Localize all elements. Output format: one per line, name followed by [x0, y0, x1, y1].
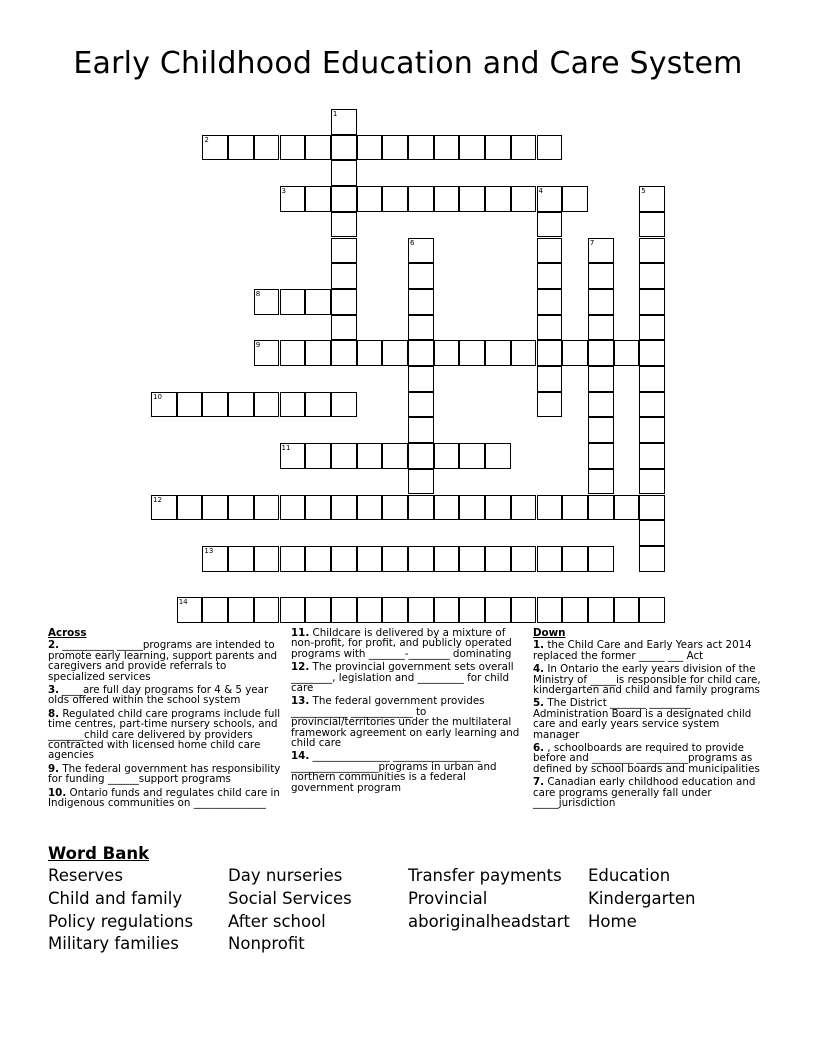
clue-number-label: 14: [178, 598, 188, 607]
grid-cell[interactable]: [537, 135, 563, 161]
grid-cell[interactable]: [382, 495, 408, 521]
grid-cell[interactable]: [485, 443, 511, 469]
grid-cell[interactable]: [408, 546, 434, 572]
grid-cell[interactable]: [459, 495, 485, 521]
grid-cell[interactable]: [639, 597, 665, 623]
clue-text: The federal government has responsibility for funding ______support programs: [48, 762, 281, 786]
grid-cell[interactable]: [305, 340, 331, 366]
grid-cell[interactable]: [588, 597, 614, 623]
grid-cell[interactable]: [639, 520, 665, 546]
clue-number: 8.: [48, 707, 60, 720]
grid-cell[interactable]: [537, 315, 563, 341]
word-bank-title: Word Bank: [48, 844, 150, 863]
grid-cell[interactable]: [331, 109, 357, 135]
word-bank-item: Education: [588, 866, 671, 885]
grid-cell[interactable]: [639, 289, 665, 315]
grid-cell[interactable]: [639, 212, 665, 238]
grid-cell[interactable]: [537, 597, 563, 623]
clue-number-label: 3: [281, 187, 286, 196]
grid-cell[interactable]: [357, 443, 383, 469]
grid-cell[interactable]: [228, 597, 254, 623]
grid-cell[interactable]: [408, 417, 434, 443]
grid-cell[interactable]: [331, 495, 357, 521]
down-clue: [533, 664, 761, 695]
clue-number-label: 7: [589, 238, 595, 247]
clue-number: 2.: [48, 639, 60, 652]
grid-cell[interactable]: [280, 392, 306, 418]
clue-number-label: 6: [410, 238, 415, 247]
grid-cell[interactable]: [331, 212, 357, 238]
grid-cell[interactable]: [408, 366, 434, 392]
clue-number: 9.: [48, 762, 60, 775]
grid-cell[interactable]: [537, 546, 563, 572]
grid-cell[interactable]: [588, 366, 614, 392]
grid-cell[interactable]: [382, 597, 408, 623]
grid-cell[interactable]: [511, 597, 537, 623]
grid-cell[interactable]: [202, 392, 228, 418]
word-bank-item: Military families: [48, 934, 179, 954]
grid-cell[interactable]: [639, 366, 665, 392]
grid-cell[interactable]: [459, 597, 485, 623]
grid-cell[interactable]: [177, 597, 203, 623]
clue-text: ____are full day programs for 4 & 5 year olds offered within the school system: [48, 684, 269, 707]
clue-number: 14.: [291, 750, 310, 763]
grid-cell[interactable]: [537, 238, 563, 264]
grid-cell[interactable]: [485, 495, 511, 521]
grid-cell[interactable]: [408, 597, 434, 623]
grid-cell[interactable]: [639, 263, 665, 289]
grid-cell[interactable]: [459, 546, 485, 572]
grid-cell[interactable]: [639, 340, 665, 366]
grid-cell[interactable]: [537, 289, 563, 315]
grid-cell[interactable]: [588, 238, 614, 264]
grid-cell[interactable]: [228, 392, 254, 418]
grid-cell[interactable]: [357, 186, 383, 212]
grid-cell[interactable]: [357, 135, 383, 161]
clue-number-label: 5: [641, 187, 646, 196]
grid-cell[interactable]: [434, 340, 460, 366]
grid-cell[interactable]: [280, 443, 306, 469]
grid-cell[interactable]: [408, 340, 434, 366]
grid-cell[interactable]: [434, 135, 460, 161]
grid-cell[interactable]: [614, 340, 640, 366]
grid-cell[interactable]: [331, 186, 357, 212]
clue-text: __________ _____programs are intended to promote early learning, support parents and caregivers and provide referrals to specialized services: [48, 639, 278, 683]
clue-text: The District _______ ________ Administration Board is a designated child care and early years service system manager: [533, 697, 752, 741]
down-heading: Down: [533, 627, 566, 639]
grid-cell[interactable]: [537, 186, 563, 212]
grid-cell[interactable]: [305, 443, 331, 469]
grid-cell[interactable]: [639, 238, 665, 264]
grid-cell[interactable]: [537, 366, 563, 392]
grid-cell[interactable]: [588, 340, 614, 366]
grid-cell[interactable]: [408, 469, 434, 495]
word-bank-item: aboriginalheadstart: [408, 911, 570, 931]
across-clue: [291, 696, 523, 748]
clue-text: the Child Care and Early Years act 2014 replaced the former _____ ___ Act: [533, 639, 752, 662]
word-bank-item: Transfer payments: [408, 866, 562, 885]
clue-text: In Ontario the early years division of the Ministry of _____is responsible for child care, kindergarten and child and family programs: [533, 663, 761, 697]
grid-cell[interactable]: [254, 289, 280, 315]
grid-cell[interactable]: [331, 160, 357, 186]
across-clue: [48, 788, 284, 809]
grid-cell[interactable]: [357, 546, 383, 572]
grid-cell[interactable]: [459, 340, 485, 366]
clue-number: 10.: [48, 786, 67, 799]
grid-cell[interactable]: [537, 340, 563, 366]
grid-cell[interactable]: [485, 340, 511, 366]
clue-number-label: 8: [255, 289, 261, 298]
grid-cell[interactable]: [639, 443, 665, 469]
grid-cell[interactable]: [485, 186, 511, 212]
grid-cell[interactable]: [639, 315, 665, 341]
clue-text: Canadian early childhood education and care programs generally fall under _____jurisdiction: [533, 776, 756, 810]
grid-cell[interactable]: [280, 135, 306, 161]
grid-cell[interactable]: [202, 495, 228, 521]
grid-cell[interactable]: [177, 495, 203, 521]
clue-number: 11.: [291, 627, 310, 639]
grid-cell[interactable]: [614, 495, 640, 521]
word-bank-item: Nonprofit: [228, 934, 305, 954]
word-bank-item: Provincial: [408, 888, 488, 908]
clue-number: 12.: [291, 661, 310, 674]
across-clue: [48, 640, 284, 682]
grid-cell[interactable]: [434, 546, 460, 572]
grid-cell[interactable]: [408, 392, 434, 418]
grid-cell[interactable]: [459, 135, 485, 161]
grid-cell[interactable]: [305, 495, 331, 521]
grid-cell[interactable]: [537, 212, 563, 238]
grid-cell[interactable]: [537, 263, 563, 289]
grid-cell[interactable]: [639, 392, 665, 418]
grid-cell[interactable]: [588, 417, 614, 443]
clue-text: Regulated child care programs include full time centres, part-time nursery schools, and _______child care delivered by providers contracted with licensed home child care agencies: [48, 707, 281, 762]
down-clues-column: [533, 628, 761, 812]
clue-number: 5.: [533, 697, 545, 710]
grid-cell[interactable]: [588, 546, 614, 572]
grid-cell[interactable]: [305, 597, 331, 623]
clue-text: Ontario funds and regulates child care in Indigenous communities on ______________: [48, 786, 280, 810]
grid-cell[interactable]: [305, 392, 331, 418]
word-bank-item: Kindergarten: [588, 888, 696, 908]
grid-cell[interactable]: [588, 315, 614, 341]
grid-cell[interactable]: [382, 135, 408, 161]
grid-cell[interactable]: [511, 546, 537, 572]
clue-number: 7.: [533, 776, 545, 789]
grid-cell[interactable]: [382, 340, 408, 366]
grid-cell[interactable]: [511, 135, 537, 161]
grid-cell[interactable]: [305, 546, 331, 572]
clue-text: , schoolboards are required to provide before and ________ __________programs as defined by school boards and municipalities: [533, 742, 760, 775]
down-clue: [533, 743, 761, 774]
grid-cell[interactable]: [485, 135, 511, 161]
grid-cell[interactable]: [434, 186, 460, 212]
grid-cell[interactable]: [537, 495, 563, 521]
grid-cell[interactable]: [408, 186, 434, 212]
grid-cell[interactable]: [511, 186, 537, 212]
grid-cell[interactable]: [639, 417, 665, 443]
word-bank-item: Policy regulations: [48, 911, 194, 931]
clue-number-label: 10: [153, 392, 162, 401]
grid-cell[interactable]: [254, 495, 280, 521]
grid-cell[interactable]: [459, 443, 485, 469]
across-clue: [48, 709, 284, 761]
clue-text: The federal government provides ___________ ____________ to provincial/territories under the multilateral framework agreement on early learning and child care: [291, 695, 520, 750]
grid-cell[interactable]: [254, 597, 280, 623]
grid-cell[interactable]: [434, 597, 460, 623]
grid-cell[interactable]: [254, 546, 280, 572]
grid-cell[interactable]: [408, 443, 434, 469]
clue-number-label: 4: [538, 187, 543, 196]
across-clue: [291, 628, 523, 659]
grid-cell[interactable]: [588, 469, 614, 495]
grid-cell[interactable]: [254, 340, 280, 366]
grid-cell[interactable]: [254, 392, 280, 418]
grid-cell[interactable]: [357, 340, 383, 366]
clue-number-label: 9: [255, 341, 261, 350]
grid-cell[interactable]: [305, 135, 331, 161]
grid-cell[interactable]: [331, 238, 357, 264]
clue-number-label: 1: [332, 110, 338, 118]
grid-cell[interactable]: [408, 238, 434, 264]
grid-cell[interactable]: [280, 340, 306, 366]
grid-cell[interactable]: [228, 495, 254, 521]
grid-cell[interactable]: [357, 495, 383, 521]
grid-cell[interactable]: [588, 392, 614, 418]
grid-cell[interactable]: [331, 263, 357, 289]
grid-cell[interactable]: [280, 289, 306, 315]
grid-cell[interactable]: [639, 495, 665, 521]
grid-cell[interactable]: [588, 263, 614, 289]
down-clue: [533, 640, 761, 661]
grid-cell[interactable]: [639, 546, 665, 572]
grid-cell[interactable]: [305, 289, 331, 315]
across-heading: Across: [48, 627, 87, 639]
grid-cell[interactable]: [151, 392, 177, 418]
grid-cell[interactable]: [202, 597, 228, 623]
grid-cell[interactable]: [434, 495, 460, 521]
grid-cell[interactable]: [588, 289, 614, 315]
word-bank-item: After school: [228, 911, 326, 931]
grid-cell[interactable]: [511, 495, 537, 521]
grid-cell[interactable]: [485, 546, 511, 572]
clue-number-label: 2: [204, 135, 209, 144]
clue-number-label: 12: [153, 495, 162, 504]
grid-cell[interactable]: [614, 597, 640, 623]
down-clue: [533, 698, 761, 740]
grid-cell[interactable]: [331, 597, 357, 623]
across-clues-column-2: [291, 628, 523, 796]
grid-cell[interactable]: [331, 443, 357, 469]
grid-cell[interactable]: [537, 392, 563, 418]
across-clue: [291, 751, 523, 793]
word-bank-item: Home: [588, 911, 637, 931]
grid-cell[interactable]: [280, 546, 306, 572]
grid-cell[interactable]: [408, 289, 434, 315]
grid-cell[interactable]: [202, 546, 228, 572]
grid-cell[interactable]: [280, 186, 306, 212]
grid-cell[interactable]: [331, 546, 357, 572]
grid-cell[interactable]: [485, 597, 511, 623]
word-bank-item: Reserves: [48, 866, 123, 885]
word-bank-item: Day nurseries: [228, 866, 343, 885]
across-clues-column-1: [48, 628, 284, 812]
grid-cell[interactable]: [434, 443, 460, 469]
grid-cell[interactable]: [562, 597, 588, 623]
grid-cell[interactable]: [382, 443, 408, 469]
grid-cell[interactable]: [562, 495, 588, 521]
clue-number: 6.: [533, 742, 545, 755]
grid-cell[interactable]: [331, 289, 357, 315]
grid-cell[interactable]: [382, 186, 408, 212]
grid-cell[interactable]: [151, 495, 177, 521]
grid-cell[interactable]: [408, 263, 434, 289]
clue-text: Childcare is delivered by a mixture of non-profit, for profit, and publicly operated programs with _______-________ dominating: [291, 627, 512, 660]
grid-cell[interactable]: [331, 315, 357, 341]
grid-cell[interactable]: [562, 546, 588, 572]
clue-text: _______________ _________________ _________________programs in urban and northern communities is a federal government program: [291, 750, 497, 794]
grid-cell[interactable]: [562, 340, 588, 366]
clue-number: 3.: [48, 684, 60, 697]
grid-cell[interactable]: [280, 597, 306, 623]
grid-cell[interactable]: [305, 186, 331, 212]
clue-number-label: 11: [281, 444, 291, 453]
grid-cell[interactable]: [588, 443, 614, 469]
grid-cell[interactable]: [331, 135, 357, 161]
grid-cell[interactable]: [408, 495, 434, 521]
down-clue: [533, 777, 761, 808]
clue-number: 1.: [533, 639, 545, 652]
grid-cell[interactable]: [177, 392, 203, 418]
grid-cell[interactable]: [382, 546, 408, 572]
clue-number: 4.: [533, 663, 545, 676]
word-bank-item: Child and family: [48, 888, 183, 908]
grid-cell[interactable]: [280, 495, 306, 521]
grid-cell[interactable]: [357, 597, 383, 623]
grid-cell[interactable]: [588, 495, 614, 521]
grid-cell[interactable]: [228, 546, 254, 572]
clue-number-label: 13: [204, 546, 214, 555]
grid-cell[interactable]: [639, 469, 665, 495]
grid-cell[interactable]: [331, 340, 357, 366]
grid-cell[interactable]: [228, 135, 254, 161]
grid-cell[interactable]: [562, 186, 588, 212]
grid-cell[interactable]: [408, 135, 434, 161]
grid-cell[interactable]: [254, 135, 280, 161]
grid-cell[interactable]: [331, 392, 357, 418]
word-bank-item: Social Services: [228, 888, 352, 908]
grid-cell[interactable]: [202, 135, 228, 161]
clue-number: 13.: [291, 695, 310, 708]
grid-cell[interactable]: [639, 186, 665, 212]
grid-cell[interactable]: [408, 315, 434, 341]
grid-cell[interactable]: [511, 340, 537, 366]
across-clue: [291, 662, 523, 693]
page-title: Early Childhood Education and Care System: [73, 46, 743, 81]
clue-text: The provincial government sets overall ________, legislation and _________ for child care: [291, 661, 514, 695]
across-clue: [48, 764, 284, 785]
grid-cell[interactable]: [459, 186, 485, 212]
across-clue: [48, 685, 284, 706]
